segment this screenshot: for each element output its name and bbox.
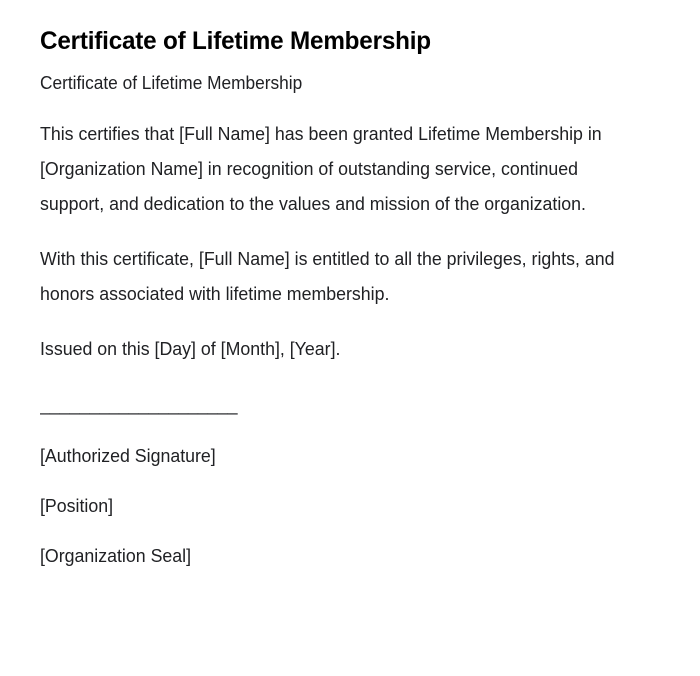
document-subtitle: Certificate of Lifetime Membership: [40, 73, 303, 93]
issued-date-line: Issued on this [Day] of [Month], [Year].: [40, 338, 341, 359]
page-title: Certificate of Lifetime Membership: [40, 27, 431, 55]
signature-line: ____________________: [40, 394, 238, 415]
position-label: [Position]: [40, 495, 114, 516]
organization-seal-label: [Organization Seal]: [40, 545, 192, 566]
authorized-signature-label: [Authorized Signature]: [40, 445, 216, 466]
body-paragraph-2: With this certificate, [Full Name] is entitled to all the privileges, rights, and honors associated with lifetime membership.: [40, 248, 615, 304]
body-paragraph-1: This certifies that [Full Name] has been granted Lifetime Membership in [Organization Name] in recognition of outstanding service, continued support, and dedication to the values and mission of the organization.: [40, 123, 602, 214]
